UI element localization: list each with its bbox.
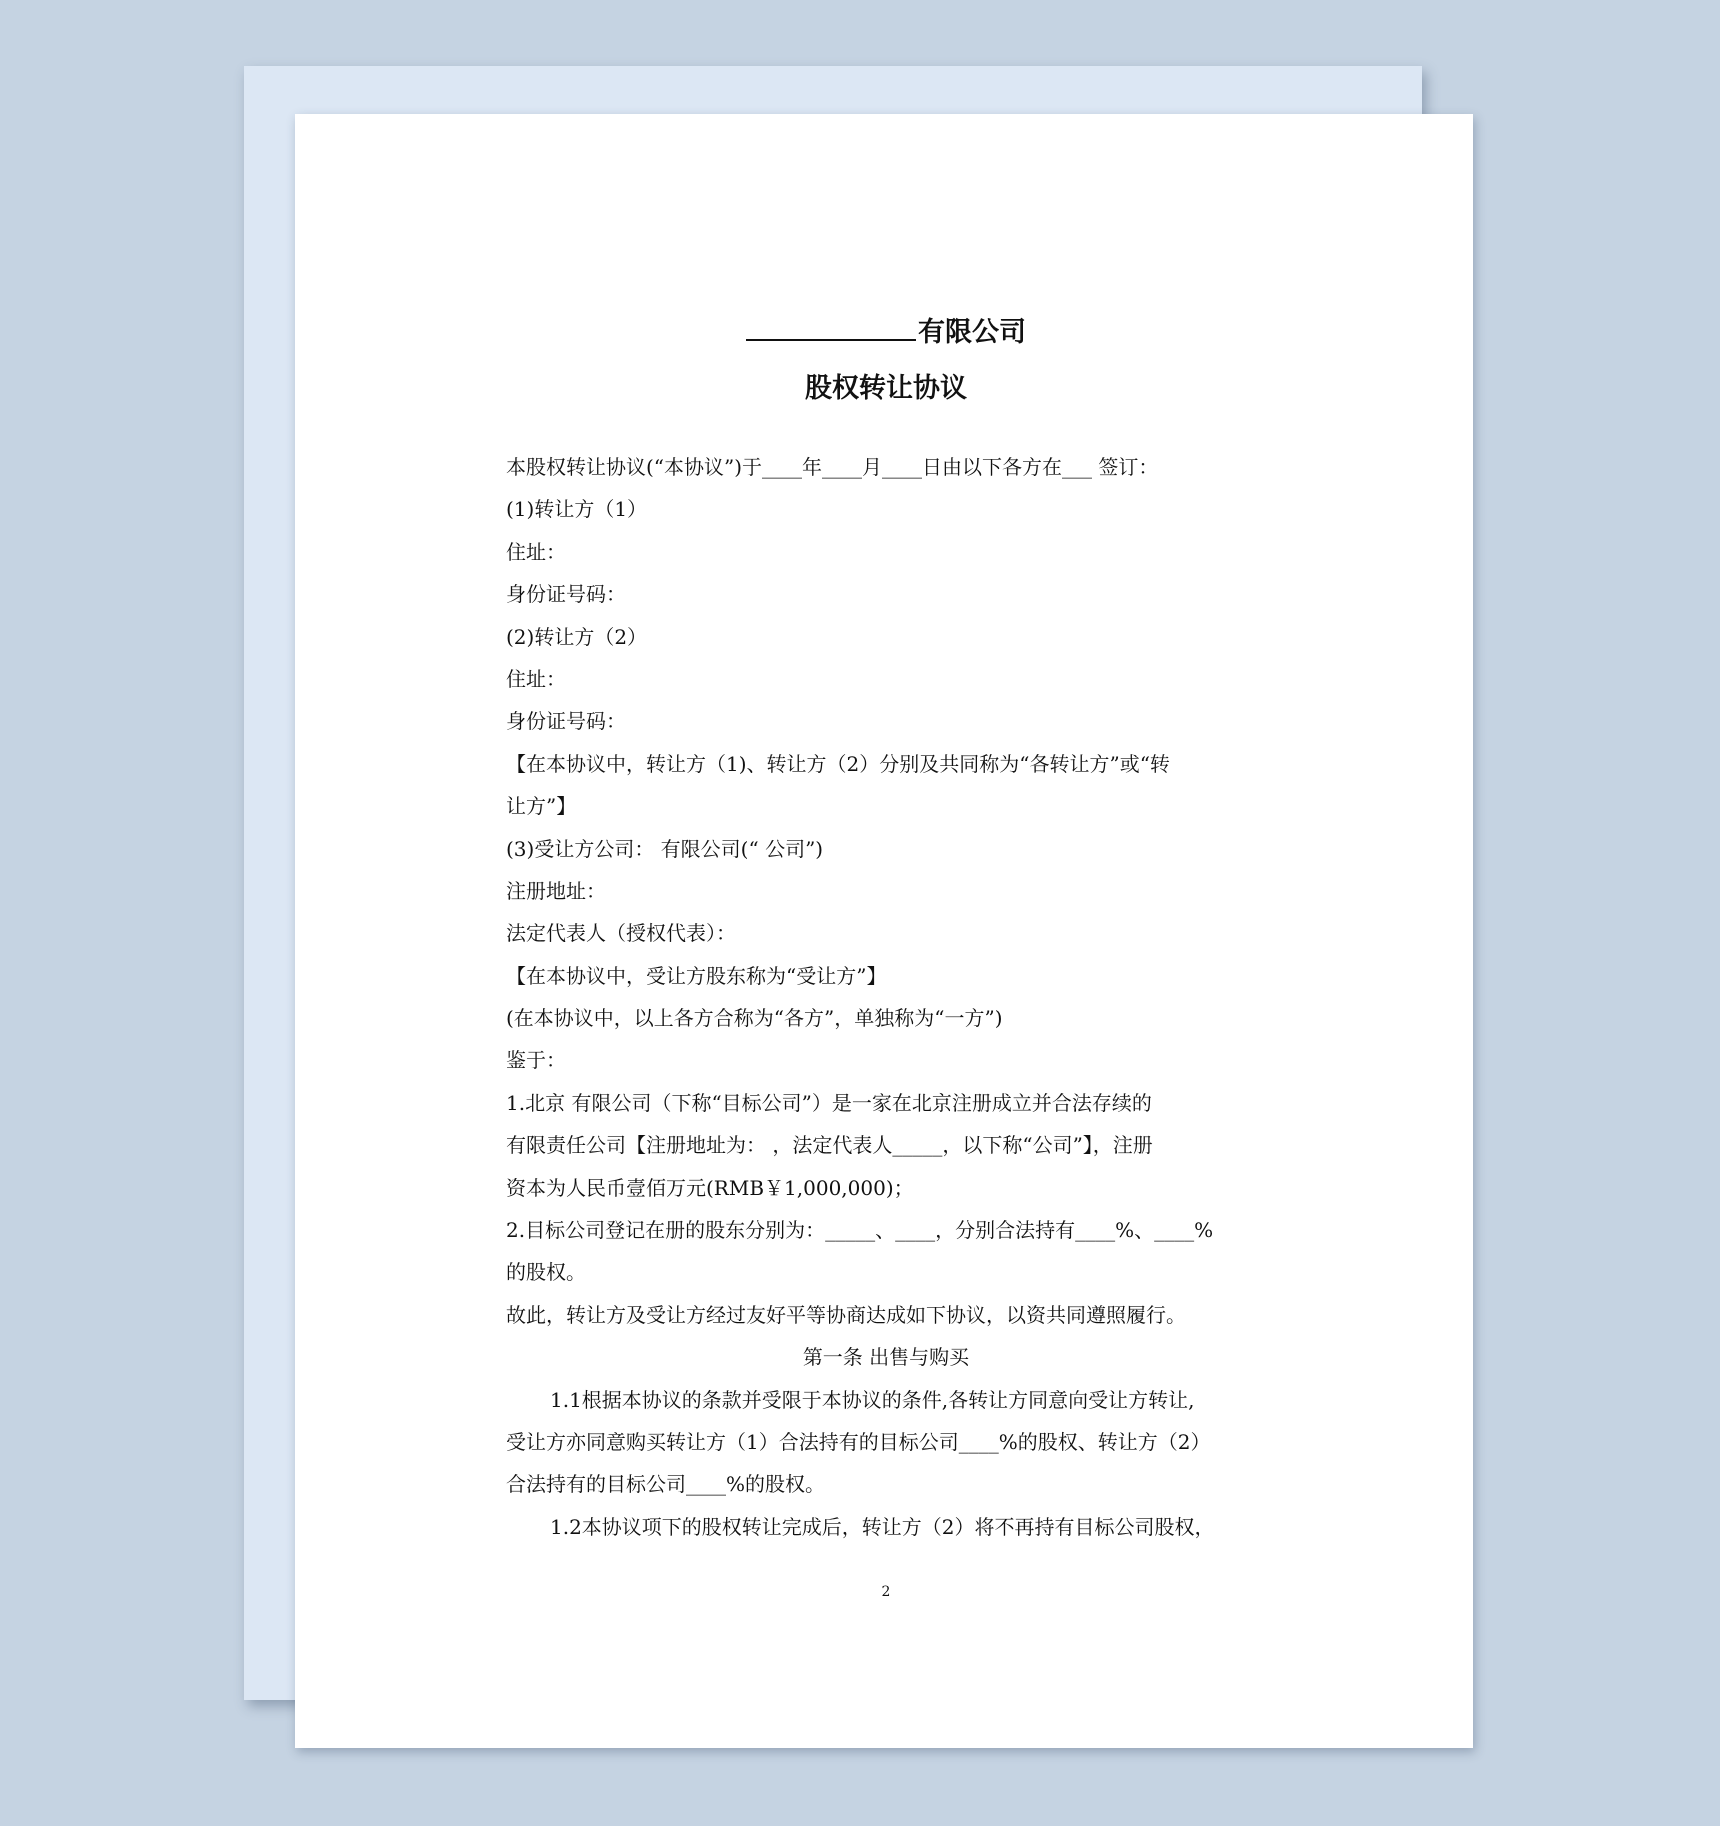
body-line: 住址：	[506, 539, 566, 564]
article-line: 1.2本协议项下的股权转让完成后，转让方（2）将不再持有目标公司股权，	[550, 1514, 1215, 1539]
body-line: (1)转让方（1）	[506, 497, 648, 522]
body-line: (2)转让方（2）	[506, 624, 648, 649]
article-line: 受让方亦同意购买转让方（1）合法持有的目标公司____%的股权、转让方（2）	[506, 1429, 1211, 1454]
body-line: 身份证号码：	[506, 709, 626, 734]
body-line: (3)受让方公司： 有限公司(“ 公司”)	[506, 836, 824, 861]
body-line: 【在本协议中，受让方股东称为“受让方”】	[506, 963, 887, 988]
article-line: 1.1根据本协议的条款并受限于本协议的条件,各转让方同意向受让方转让,	[550, 1387, 1195, 1412]
body-line: 资本为人民币壹佰万元(RMB￥1,000,000)；	[506, 1175, 914, 1200]
document-page	[295, 114, 1473, 1748]
body-line: 身份证号码：	[506, 582, 626, 607]
agreement-body	[506, 446, 1266, 1548]
company-name-blank	[746, 313, 916, 341]
body-line: 本股权转让协议(“本协议”)于____年____月____日由以下各方在___ 签订：	[506, 455, 1159, 479]
body-line: 注册地址：	[506, 878, 606, 903]
body-line: 的股权。	[506, 1260, 586, 1285]
body-line: 2.目标公司登记在册的股东分别为：_____、____，分别合法持有____%、____%	[506, 1218, 1214, 1243]
company-title-text: 有限公司	[918, 317, 1026, 348]
body-line: 有限责任公司【注册地址为： ，法定代表人_____，以下称“公司”】，注册	[506, 1133, 1153, 1158]
body-line: 法定代表人（授权代表）：	[506, 921, 736, 946]
body-line: 鉴于：	[506, 1048, 566, 1073]
article-line: 合法持有的目标公司____%的股权。	[506, 1472, 826, 1497]
body-line: 住址：	[506, 666, 566, 691]
body-line: 故此，转让方及受让方经过友好平等协商达成如下协议，以资共同遵照履行。	[506, 1302, 1186, 1327]
agreement-title: 股权转让协议	[805, 373, 967, 404]
body-line: 1.北京 有限公司（下称“目标公司”）是一家在北京注册成立并合法存续的	[506, 1090, 1152, 1115]
body-line: (在本协议中，以上各方合称为“各方”，单独称为“一方”)	[506, 1006, 1003, 1031]
page-number: 2	[881, 1584, 891, 1600]
company-title	[506, 310, 1266, 349]
body-line: 让方”】	[506, 794, 577, 819]
body-line: 【在本协议中，转让方（1)、转让方（2）分别及共同称为“各转让方”或“转	[506, 751, 1170, 776]
article-heading: 第一条 出售与购买	[802, 1345, 970, 1370]
